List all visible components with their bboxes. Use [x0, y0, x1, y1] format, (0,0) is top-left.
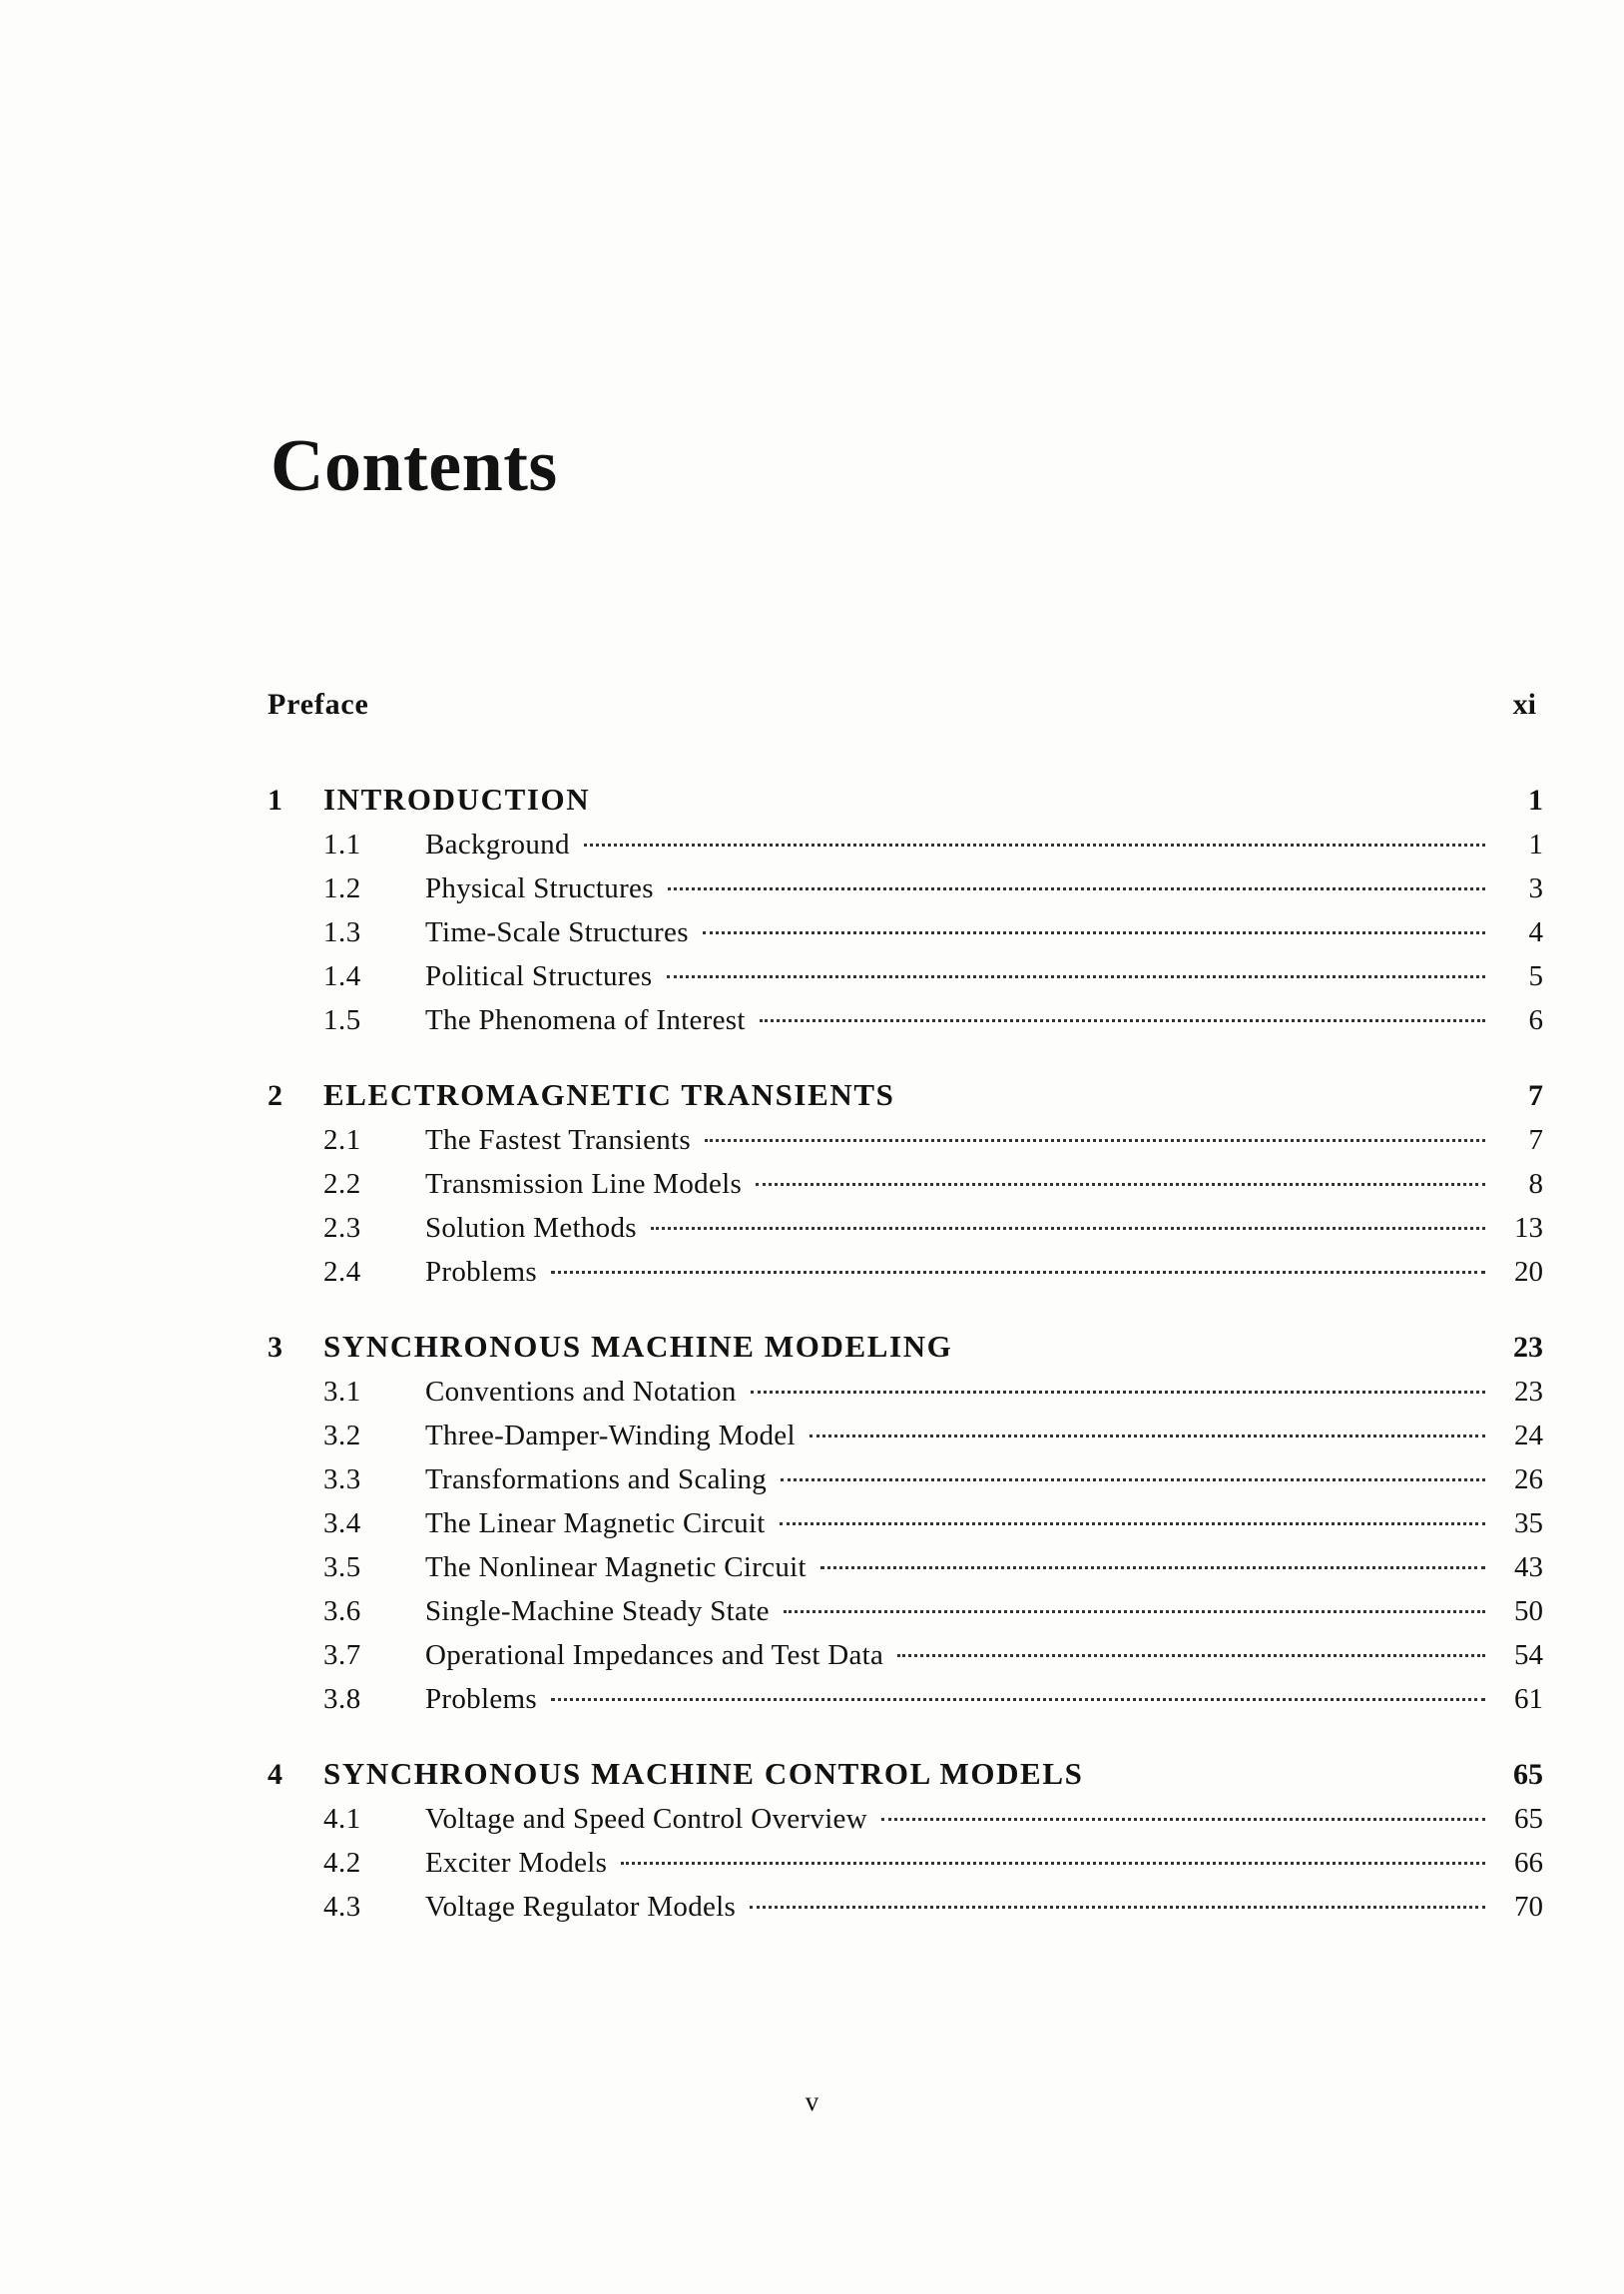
section-page-number: 24	[1514, 1420, 1543, 1451]
section-title: Background	[425, 829, 570, 860]
toc-chapter-4[interactable]	[268, 1756, 1565, 1792]
toc-section-4-3[interactable]	[268, 1891, 1565, 1924]
toc-section-1-5[interactable]	[268, 1004, 1565, 1037]
section-number: 1.5	[323, 1004, 361, 1036]
section-number: 3.8	[323, 1683, 361, 1715]
section-number: 1.3	[323, 916, 361, 948]
toc-entry-page-number: xi	[1512, 688, 1536, 721]
toc-section-2-3[interactable]	[268, 1212, 1565, 1245]
section-number: 1.2	[323, 872, 361, 904]
section-title: The Linear Magnetic Circuit	[425, 1507, 766, 1539]
page-folio: v	[805, 2086, 819, 2116]
section-number: 3.2	[323, 1420, 361, 1451]
section-title: Three-Damper-Winding Model	[425, 1420, 796, 1451]
section-number: 3.7	[323, 1639, 361, 1671]
section-title: Problems	[425, 1256, 537, 1288]
leader-dots	[750, 1906, 1485, 1909]
table-of-contents	[268, 425, 1565, 1924]
toc-entry-list	[268, 688, 1565, 1924]
toc-section-2-4[interactable]	[268, 1256, 1565, 1289]
section-title: Problems	[425, 1683, 537, 1715]
chapter-number: 2	[268, 1079, 282, 1112]
chapter-page-number: 23	[1513, 1331, 1543, 1364]
toc-chapter-1[interactable]	[268, 782, 1565, 818]
section-title: Conventions and Notation	[425, 1376, 737, 1408]
section-page-number: 3	[1528, 872, 1543, 904]
section-title: The Nonlinear Magnetic Circuit	[425, 1551, 807, 1583]
section-page-number: 5	[1528, 960, 1543, 992]
section-number: 2.1	[323, 1124, 361, 1156]
leader-dots	[810, 1434, 1485, 1437]
chapter-title: SYNCHRONOUS MACHINE MODELING	[323, 1329, 953, 1364]
chapter-title: ELECTROMAGNETIC TRANSIENTS	[323, 1077, 895, 1112]
leader-dots	[756, 1183, 1485, 1186]
section-title: Transmission Line Models	[425, 1168, 743, 1200]
toc-section-3-7[interactable]	[268, 1639, 1565, 1672]
section-number: 4.2	[323, 1847, 361, 1879]
section-title: Transformations and Scaling	[425, 1463, 768, 1495]
section-page-number: 20	[1514, 1256, 1543, 1288]
toc-chapter-2[interactable]	[268, 1077, 1565, 1113]
leader-dots	[784, 1610, 1485, 1613]
leader-dots	[781, 1478, 1485, 1481]
section-page-number: 8	[1528, 1168, 1543, 1200]
page-title: Contents	[271, 425, 558, 507]
section-title: Single-Machine Steady State	[425, 1595, 770, 1627]
toc-section-1-2[interactable]	[268, 872, 1565, 905]
toc-section-2-2[interactable]	[268, 1168, 1565, 1201]
chapter-title: SYNCHRONOUS MACHINE CONTROL MODELS	[323, 1756, 1084, 1791]
toc-section-3-5[interactable]	[268, 1551, 1565, 1584]
section-number: 4.3	[323, 1891, 361, 1923]
leader-dots	[651, 1227, 1485, 1230]
toc-chapter-3[interactable]	[268, 1329, 1565, 1365]
section-number: 3.1	[323, 1376, 361, 1408]
section-number: 1.1	[323, 829, 361, 860]
chapter-page-number: 1	[1528, 784, 1543, 817]
leader-dots	[760, 1019, 1485, 1022]
toc-section-3-6[interactable]	[268, 1595, 1565, 1628]
section-number: 2.2	[323, 1168, 361, 1200]
leader-dots	[881, 1818, 1485, 1821]
leader-dots	[621, 1862, 1485, 1865]
section-page-number: 61	[1514, 1683, 1543, 1715]
section-number: 3.6	[323, 1595, 361, 1627]
leader-dots	[751, 1391, 1485, 1394]
toc-section-3-8[interactable]	[268, 1683, 1565, 1716]
section-page-number: 35	[1514, 1507, 1543, 1539]
toc-entry-preface[interactable]	[268, 688, 1558, 722]
section-number: 4.1	[323, 1803, 361, 1835]
section-page-number: 54	[1514, 1639, 1543, 1671]
section-title: Physical Structures	[425, 872, 654, 904]
leader-dots	[551, 1698, 1485, 1701]
chapter-number: 1	[268, 784, 282, 817]
section-title: Solution Methods	[425, 1212, 637, 1244]
chapter-page-number: 65	[1513, 1758, 1543, 1791]
section-title: The Fastest Transients	[425, 1124, 691, 1156]
section-number: 3.5	[323, 1551, 361, 1583]
leader-dots	[897, 1654, 1485, 1657]
section-title: Time-Scale Structures	[425, 916, 689, 948]
section-page-number: 70	[1514, 1891, 1543, 1923]
section-page-number: 50	[1514, 1595, 1543, 1627]
toc-section-1-1[interactable]	[268, 829, 1565, 861]
toc-section-3-4[interactable]	[268, 1507, 1565, 1540]
toc-entry-label: Preface	[268, 688, 369, 721]
leader-dots	[667, 975, 1486, 978]
section-page-number: 26	[1514, 1463, 1543, 1495]
section-number: 2.4	[323, 1256, 361, 1288]
leader-dots	[551, 1271, 1485, 1274]
leader-dots	[703, 931, 1485, 934]
toc-section-4-2[interactable]	[268, 1847, 1565, 1880]
section-page-number: 65	[1514, 1803, 1543, 1835]
leader-dots	[668, 887, 1485, 890]
section-number: 3.4	[323, 1507, 361, 1539]
section-number: 2.3	[323, 1212, 361, 1244]
section-title: Exciter Models	[425, 1847, 608, 1879]
leader-dots	[705, 1139, 1485, 1142]
section-page-number: 23	[1514, 1376, 1543, 1408]
chapter-title: INTRODUCTION	[323, 782, 591, 817]
leader-dots	[584, 844, 1485, 847]
section-page-number: 13	[1514, 1212, 1543, 1244]
section-title: Voltage and Speed Control Overview	[425, 1803, 867, 1835]
toc-section-3-1[interactable]	[268, 1376, 1565, 1409]
leader-dots	[820, 1566, 1485, 1569]
toc-section-4-1[interactable]	[268, 1803, 1565, 1836]
section-number: 1.4	[323, 960, 361, 992]
section-page-number: 43	[1514, 1551, 1543, 1583]
leader-dots	[780, 1522, 1485, 1525]
toc-section-1-3[interactable]	[268, 916, 1565, 949]
section-title: Voltage Regulator Models	[425, 1891, 737, 1923]
toc-section-3-3[interactable]	[268, 1463, 1565, 1496]
section-title: The Phenomena of Interest	[425, 1004, 746, 1036]
section-title: Political Structures	[425, 960, 653, 992]
toc-section-3-2[interactable]	[268, 1420, 1565, 1452]
section-page-number: 6	[1528, 1004, 1543, 1036]
chapter-number: 4	[268, 1758, 282, 1791]
section-title: Operational Impedances and Test Data	[425, 1639, 884, 1671]
section-page-number: 66	[1514, 1847, 1543, 1879]
chapter-page-number: 7	[1528, 1079, 1543, 1112]
chapter-number: 3	[268, 1331, 282, 1364]
section-page-number: 7	[1528, 1124, 1543, 1156]
section-number: 3.3	[323, 1463, 361, 1495]
section-page-number: 1	[1528, 829, 1543, 860]
toc-section-1-4[interactable]	[268, 960, 1565, 993]
section-page-number: 4	[1528, 916, 1543, 948]
toc-section-2-1[interactable]	[268, 1124, 1565, 1157]
